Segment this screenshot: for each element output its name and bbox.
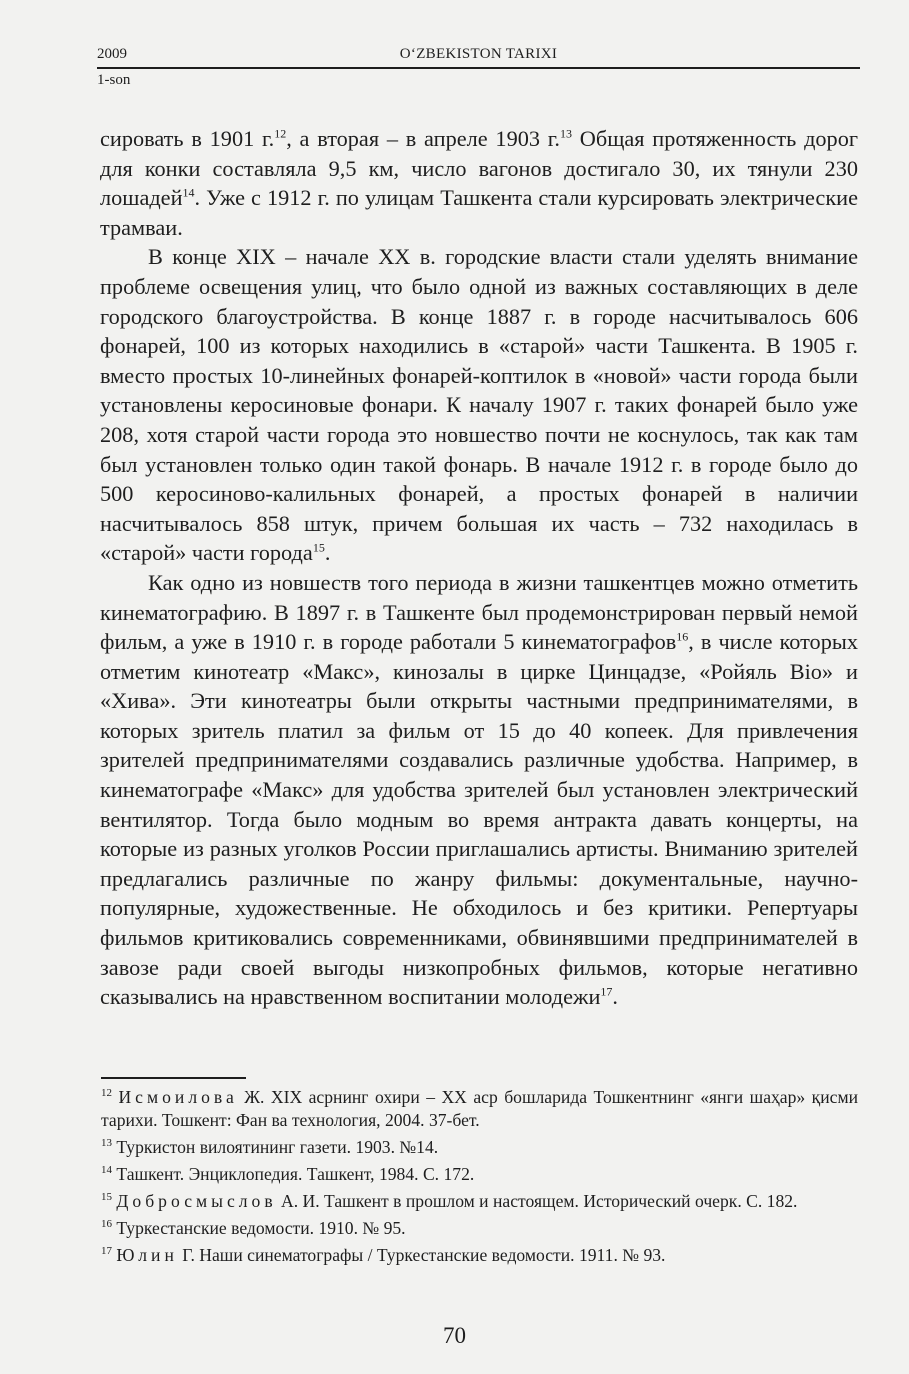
paragraph-text: Как одно из новшеств того периода в жизни ташкентцев можно отметить кинематографию. В 1897 г. в Ташкенте был продемонстрирован первый немой фильм, а уже в 1910 г. в городе работали 5 кинематографов (100, 569, 858, 655)
paragraph-text: . (612, 984, 618, 1010)
footnote-separator (101, 1077, 246, 1079)
footnote-text: Г. Наши синематографы / Туркестанские ведомости. 1911. № 93. (177, 1245, 666, 1265)
footnote-text: А. И. Ташкент в прошлом и настоящем. Исторический очерк. С. 182. (276, 1191, 798, 1211)
paragraph (100, 242, 858, 568)
footnote-ref: 17 (600, 984, 613, 999)
main-text (100, 124, 858, 1012)
footnote-ref: 16 (676, 629, 689, 644)
header-journal-title: O‘ZBEKISTON TARIXI (399, 46, 558, 62)
footnote-ref: 15 (312, 540, 325, 555)
footnote-text: Туркестанские ведомости. 1910. № 95. (116, 1218, 406, 1238)
paragraph (100, 568, 858, 1012)
paragraph-text: . (324, 540, 331, 566)
paragraph-text: , а вторая – в апреле 1903 г. (286, 126, 560, 151)
footnote (101, 1163, 858, 1186)
footnotes (101, 1086, 858, 1271)
footnote-number: 16 (101, 1218, 112, 1231)
header-rule (97, 67, 860, 69)
footnote-number: 14 (101, 1164, 112, 1177)
paragraph-text: . Уже с 1912 г. по улицам Ташкента стали курсировать электрические трамваи. (100, 185, 858, 240)
footnote-number: 13 (101, 1137, 112, 1150)
footnote-author: Исмоилова (118, 1087, 238, 1107)
header-year: 2009 (97, 46, 127, 62)
page-number: 70 (443, 1323, 466, 1348)
footnote (101, 1086, 858, 1132)
footnote (101, 1190, 858, 1213)
footnote-text: Туркистон вилоятининг газети. 1903. №14. (116, 1137, 439, 1157)
footnote-ref: 14 (182, 185, 195, 200)
footnote-author: Добросмыслов (116, 1191, 277, 1211)
footnote-text: Ташкент. Энциклопедия. Ташкент, 1984. С. 172. (116, 1164, 475, 1184)
paragraph-text: Общая протяженность дорог для конки составляла 9,5 км, число вагонов достигало 30, их тянули 230 лошадей (100, 126, 859, 211)
footnote-text: Ж. XIX асрнинг охири – XX аср бошларида Тошкентнинг «янги шаҳар» қисми тарихи. Тошкент: Фан ва технология, 2004. 37-бет. (101, 1087, 858, 1130)
running-header (97, 46, 860, 90)
footnote-ref: 13 (559, 126, 572, 141)
footnote-author: Юлин (116, 1245, 178, 1265)
paragraph (100, 124, 858, 242)
paragraph-text: В конце XIX – начале XX в. городские власти стали уделять внимание проблеме освещения улиц, что было одной из важных составляющих в деле городского благоустройства. В конце 1887 г. в городе насчитывалось 606 фонарей, 100 из которых находились в «старой» части Ташкента. В 1905 г. вместо простых 10-линейных фонарей-коптилок в «новой» части города были установлены керосиновые фонари. К началу 1907 г. таких фонарей было уже 208, хотя старой части города это новшество почти не коснулось, так как там был установлен только один такой фонарь. В начале 1912 г. в городе было до 500 керосиново-калильных фонарей, а простых фонарей в наличии насчитывалось 858 штук, причем большая их часть – 732 находилась в «старой» части города (100, 244, 858, 566)
header-issue: 1-son (97, 72, 131, 88)
footnote (101, 1244, 858, 1267)
footnote-number: 15 (101, 1191, 112, 1204)
paragraph-text: сировать в 1901 г. (100, 126, 275, 151)
footnote-number: 17 (101, 1245, 112, 1258)
footnote-number: 12 (101, 1087, 112, 1100)
footnote (101, 1136, 858, 1159)
paragraph-text: , в числе которых отметим кинотеатр «Макс», кинозалы в цирке Цинцадзе, «Ройяль Віо» и «Хива». Эти кинотеатры были открыты частными предпринимателями, в которых зритель платил за фильм от 15 до 40 копеек. Для привлечения зрителей предпринимателями создавались различные удобства. Например, в кинематографе «Макс» для удобства зрителей был установлен электрический вентилятор. Тогда было модным во время антракта давать концерты, на которые из разных уголков России приглашались артисты. Вниманию зрителей предлагались различные по жанру фильмы: документальные, научно-популярные, художественные. Не обходилось и без критики. Репертуары фильмов критиковались современниками, обвинявшими предпринимателей в завозе ради своей выгоды низкопробных фильмов, которые негативно сказывались на нравственном воспитании молодежи (100, 629, 858, 1010)
footnote (101, 1217, 858, 1240)
footnote-ref: 12 (274, 126, 287, 141)
